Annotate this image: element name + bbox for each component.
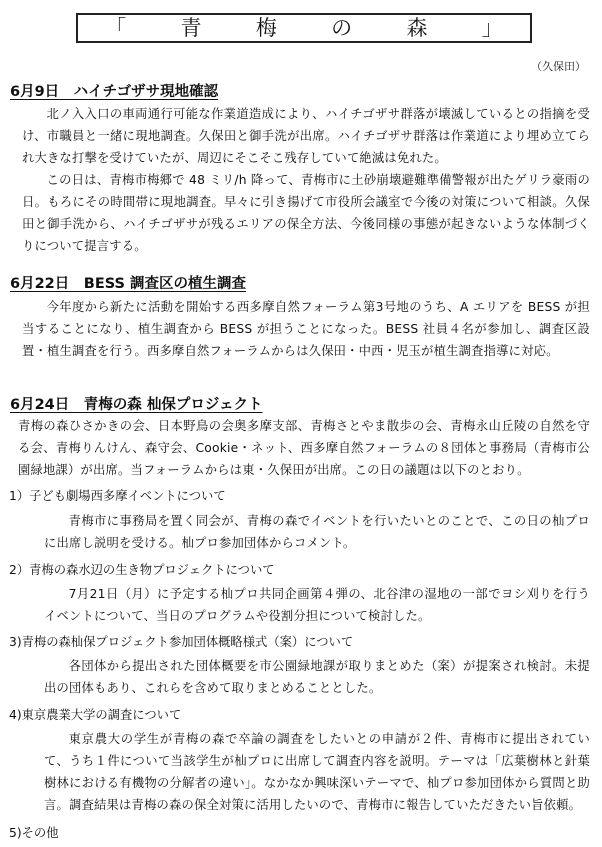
section-heading-bess-survey: 6月22日 BESS 調査区の植生調査 xyxy=(10,276,247,292)
section-paragraph: 北ノ入入口の車両通行可能な作業道造成により、ハイチゴザサ群落が壊滅しているとの指摘を受け、市職員と一緒に現地調査。久保田と御手洗が出席。ハイチゴザサ群落は作業道により埋め立てられ大きな打撃を受けていたが、周辺にそこそこ残存していて絶滅は免れた。 xyxy=(22,107,590,165)
page-title xyxy=(76,13,532,43)
title-char: 梅 xyxy=(255,16,277,40)
agenda-item-heading: 5)その他 xyxy=(9,826,59,840)
agenda-item-heading: 3)青梅の森杣保プロジェクト参加団体概略様式（案）について xyxy=(9,635,354,649)
title-char: 青 xyxy=(180,16,202,40)
section-heading-hai-ichigozasa: 6月9日 ハイチゴザサ現地確認 xyxy=(10,84,219,100)
title-char: 森 xyxy=(406,16,428,40)
agenda-item-text: 各団体から提出された団体概要を市公園緑地課が取りまとめた（案）が提案され検討。未提出の団体もあり、これらを含めて取りまとめることとした。 xyxy=(44,659,590,695)
section-heading-somaho-project: 6月24日 青梅の森 杣保プロジェクト xyxy=(10,397,263,413)
section-paragraph: この日は、青梅市梅郷で 48 ミリ/h 降って、青梅市に土砂崩壊避難準備警報が出たゲリラ豪雨の日。もろにその時間帯に現地調査。早々に引き揚げて市役所会議室で今後の対策について相談。久保田と御手洗から、ハイチゴザサが残るエリアの保全方法、今後同様の事態が起きないような体制づくりについて提言する。 xyxy=(22,173,590,253)
title-char: の xyxy=(331,16,353,40)
section-intro: 青梅の森ひさかきの会、日本野鳥の会奥多摩支部、青梅さとやま散歩の会、青梅永山丘陵の自然を守る会、青梅りんけん、森守会、Cookie・ネット、西多摩自然フォーラムの８団体と事務局（青梅市公園緑地課）が出席。当フォーラムからは東・久保田が出席。この日の議題は以下のとおり。 xyxy=(18,419,590,477)
title-open-bracket: 「 xyxy=(105,16,127,40)
agenda-item-heading: 1）子ども劇場西多摩イベントについて xyxy=(9,489,226,503)
author-name: （久保田） xyxy=(531,60,586,73)
title-close-bracket: 」 xyxy=(481,16,503,40)
agenda-item-text: 7月21日（月）に予定する杣プロ共同企画第４弾の、北谷津の湿地の一部でヨシ刈りを行うイベントについて、当日のプログラムや役割分担について検討した。 xyxy=(44,587,590,623)
section-paragraph: 今年度から新たに活動を開始する西多摩自然フォーラム第3号地のうち、A エリアを BESS が担当することになり、植生調査から BESS が担うことになった。BESS 社員４名が参加し、調査区設置・植生調査を行う。西多摩自然フォーラムからは久保田・中西・児玉が植生調査指導に対応。 xyxy=(22,300,590,358)
agenda-item-text: 東京農大の学生が青梅の森で卒論の調査をしたいとの申請が２件、青梅市に提出されていて、うち１件について当該学生が杣プロに出席して調査内容を説明。テーマは「広葉樹林と針葉樹林における有機物の分解者の違い」。なかなか興味深いテーマで、杣プロ参加団体から質問と助言。調査結果は青梅の森の保全対策に活用したいので、青梅市に報告していただきたい旨依頼。 xyxy=(44,732,590,812)
agenda-item-heading: 2）青梅の森水辺の生き物プロジェクトについて xyxy=(9,563,275,577)
agenda-item-heading: 4)東京農業大学の調査について xyxy=(9,708,182,722)
agenda-item-text: 青梅市に事務局を置く同会が、青梅の森でイベントを行いたいとのことで、この日の杣プロに出席し説明を受ける。杣プロ参加団体からコメント。 xyxy=(44,514,590,550)
